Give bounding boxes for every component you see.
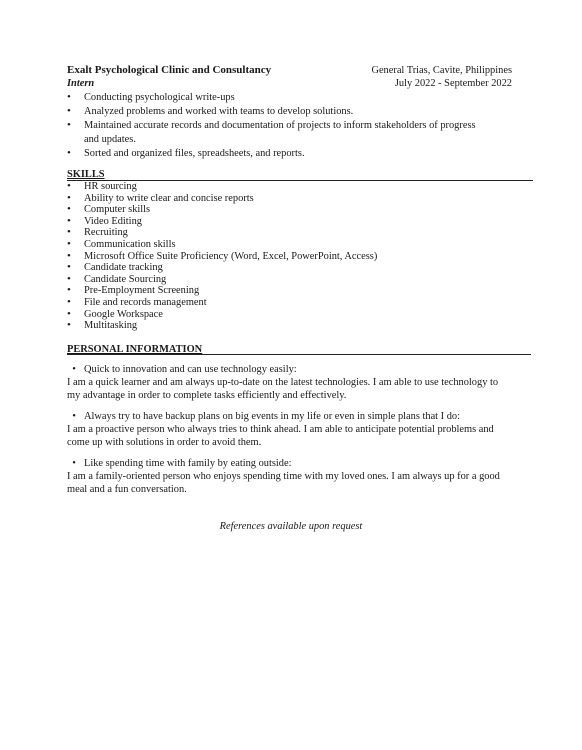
job-role: Intern (67, 78, 95, 89)
personal-info-item (67, 458, 512, 496)
list-item: • HR sourcing (67, 181, 527, 193)
job-dates: July 2022 - September 2022 (394, 78, 512, 89)
list-item: • Video Editing (67, 216, 527, 228)
list-item: • Google Workspace (67, 309, 527, 321)
personal-info-text: I am a quick learner and am always up-to-date on the latest technologies. I am able to use technology to my advantage in order to complete tasks efficiently and effectively. (67, 376, 499, 401)
list-item: • Ability to write clear and concise reports (67, 193, 527, 205)
bullet-icon: • (67, 411, 76, 422)
list-item: • Conducting psychological write-ups (67, 91, 487, 105)
list-item: • Candidate Sourcing (67, 274, 527, 286)
bullet-icon: • (67, 458, 76, 469)
organization-name: Exalt Psychological Clinic and Consultancy (67, 64, 272, 76)
skills-heading: SKILLS (67, 169, 105, 180)
list-item: • Maintained accurate records and documentation of projects to inform stakeholders of progress and updates. (67, 119, 487, 146)
personal-info-text: I am a family-oriented person who enjoys spending time with my loved ones. I am always up for a good meal and a fun conversation. (67, 470, 500, 495)
skills-list (67, 181, 527, 332)
list-item: • Communication skills (67, 239, 527, 251)
personal-info-text: I am a proactive person who always tries to think ahead. I am able to anticipate potential problems and come up with solutions in order to avoid them. (67, 423, 494, 448)
list-item: • Analyzed problems and worked with teams to develop solutions. (67, 105, 487, 119)
experience-bullets (67, 91, 487, 161)
personal-info-point: Like spending time with family by eating outside: (84, 458, 292, 469)
list-item: • Recruiting (67, 227, 527, 239)
personal-info-point: Always try to have backup plans on big events in my life or even in simple plans that I do: (84, 411, 461, 422)
list-item: • Microsoft Office Suite Proficiency (Word, Excel, PowerPoint, Access) (67, 251, 527, 263)
personal-info-point: Quick to innovation and can use technology easily: (84, 364, 297, 375)
organization-location: General Trias, Cavite, Philippines (371, 65, 512, 76)
list-item: • File and records management (67, 297, 527, 309)
bullet-icon: • (67, 364, 76, 375)
personal-info-item (67, 364, 512, 402)
section-divider (67, 354, 531, 355)
list-item: • Computer skills (67, 204, 527, 216)
references-note: References available upon request (219, 521, 363, 532)
list-item: • Pre-Employment Screening (67, 285, 527, 297)
personal-information-heading: PERSONAL INFORMATION (67, 344, 203, 355)
list-item: • Sorted and organized files, spreadsheets, and reports. (67, 147, 487, 161)
personal-info-item (67, 411, 512, 449)
list-item: • Multitasking (67, 320, 527, 332)
list-item: • Candidate tracking (67, 262, 527, 274)
